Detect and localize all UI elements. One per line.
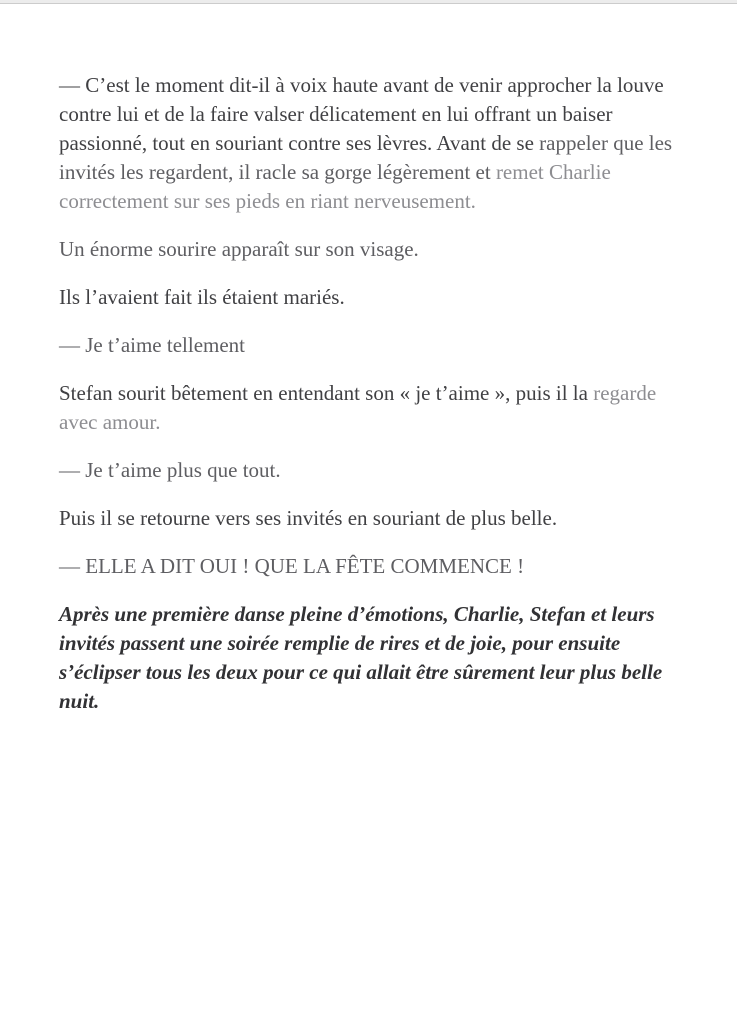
text-run: Puis il se retourne vers ses invités en souriant de plus belle. — [59, 506, 558, 530]
paragraph-7 — [59, 504, 673, 533]
paragraph-2 — [59, 235, 673, 264]
paragraph-8 — [59, 552, 673, 581]
page-tap-area[interactable] — [0, 4, 737, 1024]
text-run: — Je t’aime plus que tout. — [59, 458, 281, 482]
text-run: regarde avec amour. — [59, 381, 657, 434]
paragraph-4 — [59, 331, 673, 360]
text-run: Un énorme sourire apparaît sur son visage. — [59, 237, 419, 261]
paragraph-9 — [59, 600, 673, 716]
text-run: Après une première danse pleine d’émotions, Charlie, Stefan et leurs invités passent une soirée remplie de rires et de joie, pour ensuite s’éclipser tous les deux pour ce qui allait être sûrement leur plus belle nuit. — [59, 602, 663, 713]
text-run: remet Charlie correctement sur ses pieds en riant nerveusement. — [59, 160, 611, 213]
text-run: — Je t’aime tellement — [59, 333, 246, 357]
page-text — [0, 4, 673, 716]
paragraph-1 — [59, 71, 673, 216]
text-run: — C’est le moment dit-il à voix haute avant de venir approcher la louve contre lui et de la faire valser délicatement en lui offrant un baiser passionné, tout en souriant contre ses lèvres. Avant de se — [59, 73, 664, 155]
text-run: Stefan sourit bêtement en entendant son « je t’aime », puis il la — [59, 381, 594, 405]
paragraph-3 — [59, 283, 673, 312]
text-run: Ils l’avaient fait ils étaient mariés. — [59, 285, 345, 309]
text-run: — ELLE A DIT OUI ! QUE LA FÊTE COMMENCE ! — [59, 554, 525, 578]
text-run: rappeler que les invités les regardent, il racle sa gorge légèrement et — [59, 131, 673, 184]
paragraph-5 — [59, 379, 673, 437]
paragraph-6 — [59, 456, 673, 485]
